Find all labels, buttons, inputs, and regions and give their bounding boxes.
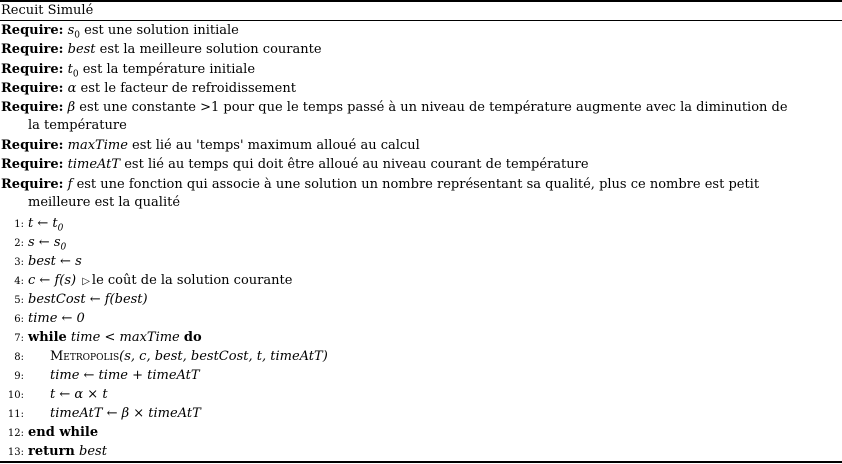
bottom-rule bbox=[0, 461, 842, 463]
line-number: 3: bbox=[14, 257, 24, 268]
keyword-end-while: end while bbox=[28, 425, 99, 440]
line-number: 6: bbox=[14, 314, 24, 325]
line-number: 5: bbox=[14, 295, 24, 306]
require-text: est la meilleure solution courante bbox=[95, 42, 322, 57]
step-code: time < maxTime bbox=[66, 330, 184, 345]
require-text: est une solution initiale bbox=[80, 23, 239, 38]
step-code: time ← 0 bbox=[28, 311, 85, 326]
line-number: 7: bbox=[14, 333, 24, 344]
keyword-do: do bbox=[183, 330, 202, 345]
require-keyword: Require: bbox=[1, 62, 64, 77]
algorithm-step bbox=[0, 273, 842, 289]
step-code: bestCost ← f(best) bbox=[28, 292, 148, 307]
keyword-return: return bbox=[28, 444, 75, 459]
algorithm-caption: Recuit Simulé bbox=[1, 3, 94, 18]
algorithm-step bbox=[0, 292, 842, 308]
step-code: t ← α × t bbox=[50, 387, 108, 402]
algorithm-step bbox=[0, 406, 842, 422]
algorithm-step bbox=[0, 216, 842, 232]
require-keyword: Require: bbox=[1, 100, 64, 115]
step-code: c ← f(s) bbox=[28, 273, 77, 288]
require-text: est une constante >1 pour que le temps passé à un niveau de température augmente avec la diminution de bbox=[75, 100, 788, 115]
require-line bbox=[0, 157, 842, 172]
require-keyword: Require: bbox=[1, 157, 64, 172]
require-text: est lié au temps qui doit être alloué au niveau courant de température bbox=[120, 157, 589, 172]
algorithm-step bbox=[0, 387, 842, 403]
require-symbol: t bbox=[67, 62, 73, 77]
require-symbol: maxTime bbox=[67, 138, 128, 153]
require-symbol: β bbox=[67, 100, 76, 115]
require-line bbox=[0, 23, 842, 41]
algorithm-step bbox=[0, 311, 842, 327]
line-number: 9: bbox=[14, 371, 24, 382]
require-text: est une fonction qui associe à une solution un nombre représentant sa qualité, plus ce nombre est petit bbox=[72, 177, 760, 192]
algorithm-step bbox=[0, 235, 842, 251]
algorithm-step bbox=[0, 254, 842, 270]
line-number: 4: bbox=[14, 276, 24, 287]
require-subscript: 0 bbox=[74, 30, 81, 41]
step-code: s ← s bbox=[28, 235, 61, 250]
require-keyword: Require: bbox=[1, 138, 64, 153]
require-line bbox=[0, 81, 842, 96]
algorithm-step bbox=[0, 368, 842, 384]
step-code: best bbox=[74, 444, 107, 459]
line-number: 2: bbox=[14, 238, 24, 249]
require-line bbox=[0, 42, 842, 57]
require-symbol: f bbox=[67, 177, 73, 192]
step-code: time ← time + timeAtT bbox=[50, 368, 200, 383]
comment-triangle-icon: ▷ bbox=[82, 276, 90, 287]
algorithm-step bbox=[0, 349, 842, 365]
require-symbol: best bbox=[67, 42, 96, 57]
require-keyword: Require: bbox=[1, 23, 64, 38]
step-code: t ← t bbox=[28, 216, 58, 231]
require-line bbox=[0, 138, 842, 153]
require-keyword: Require: bbox=[1, 42, 64, 57]
line-number: 1: bbox=[14, 219, 24, 230]
caption-rule bbox=[0, 20, 842, 21]
require-text: est lié au 'temps' maximum alloué au calcul bbox=[127, 138, 420, 153]
step-code: best ← s bbox=[28, 254, 82, 269]
require-symbol: s bbox=[67, 23, 75, 38]
require-line bbox=[0, 177, 842, 210]
require-symbol: timeAtT bbox=[67, 157, 121, 172]
require-line bbox=[0, 100, 842, 133]
require-line bbox=[0, 62, 842, 80]
algorithm-step bbox=[0, 444, 842, 460]
keyword-while: while bbox=[28, 330, 67, 345]
require-text: est la température initiale bbox=[78, 62, 256, 77]
require-continuation: la température bbox=[28, 118, 127, 133]
algorithm-step bbox=[0, 425, 842, 441]
step-subscript: 0 bbox=[60, 242, 67, 253]
require-symbol: α bbox=[67, 81, 77, 96]
step-code: timeAtT ← β × timeAtT bbox=[50, 406, 201, 421]
line-number: 11: bbox=[7, 409, 24, 420]
algorithm-step bbox=[0, 330, 842, 346]
require-keyword: Require: bbox=[1, 177, 64, 192]
line-number: 8: bbox=[14, 352, 24, 363]
line-number: 10: bbox=[7, 390, 24, 401]
top-rule bbox=[0, 0, 842, 2]
require-keyword: Require: bbox=[1, 81, 64, 96]
line-number: 12: bbox=[7, 428, 24, 439]
line-number: 13: bbox=[7, 447, 24, 458]
step-code: (s, c, best, bestCost, t, timeAtT) bbox=[119, 349, 328, 364]
procedure-name: Metropolis bbox=[50, 349, 120, 364]
step-subscript: 0 bbox=[57, 223, 64, 234]
require-continuation: meilleure est la qualité bbox=[28, 195, 181, 210]
step-comment: le coût de la solution courante bbox=[91, 273, 293, 288]
require-subscript: 0 bbox=[72, 69, 79, 80]
require-text: est le facteur de refroidissement bbox=[76, 81, 296, 96]
